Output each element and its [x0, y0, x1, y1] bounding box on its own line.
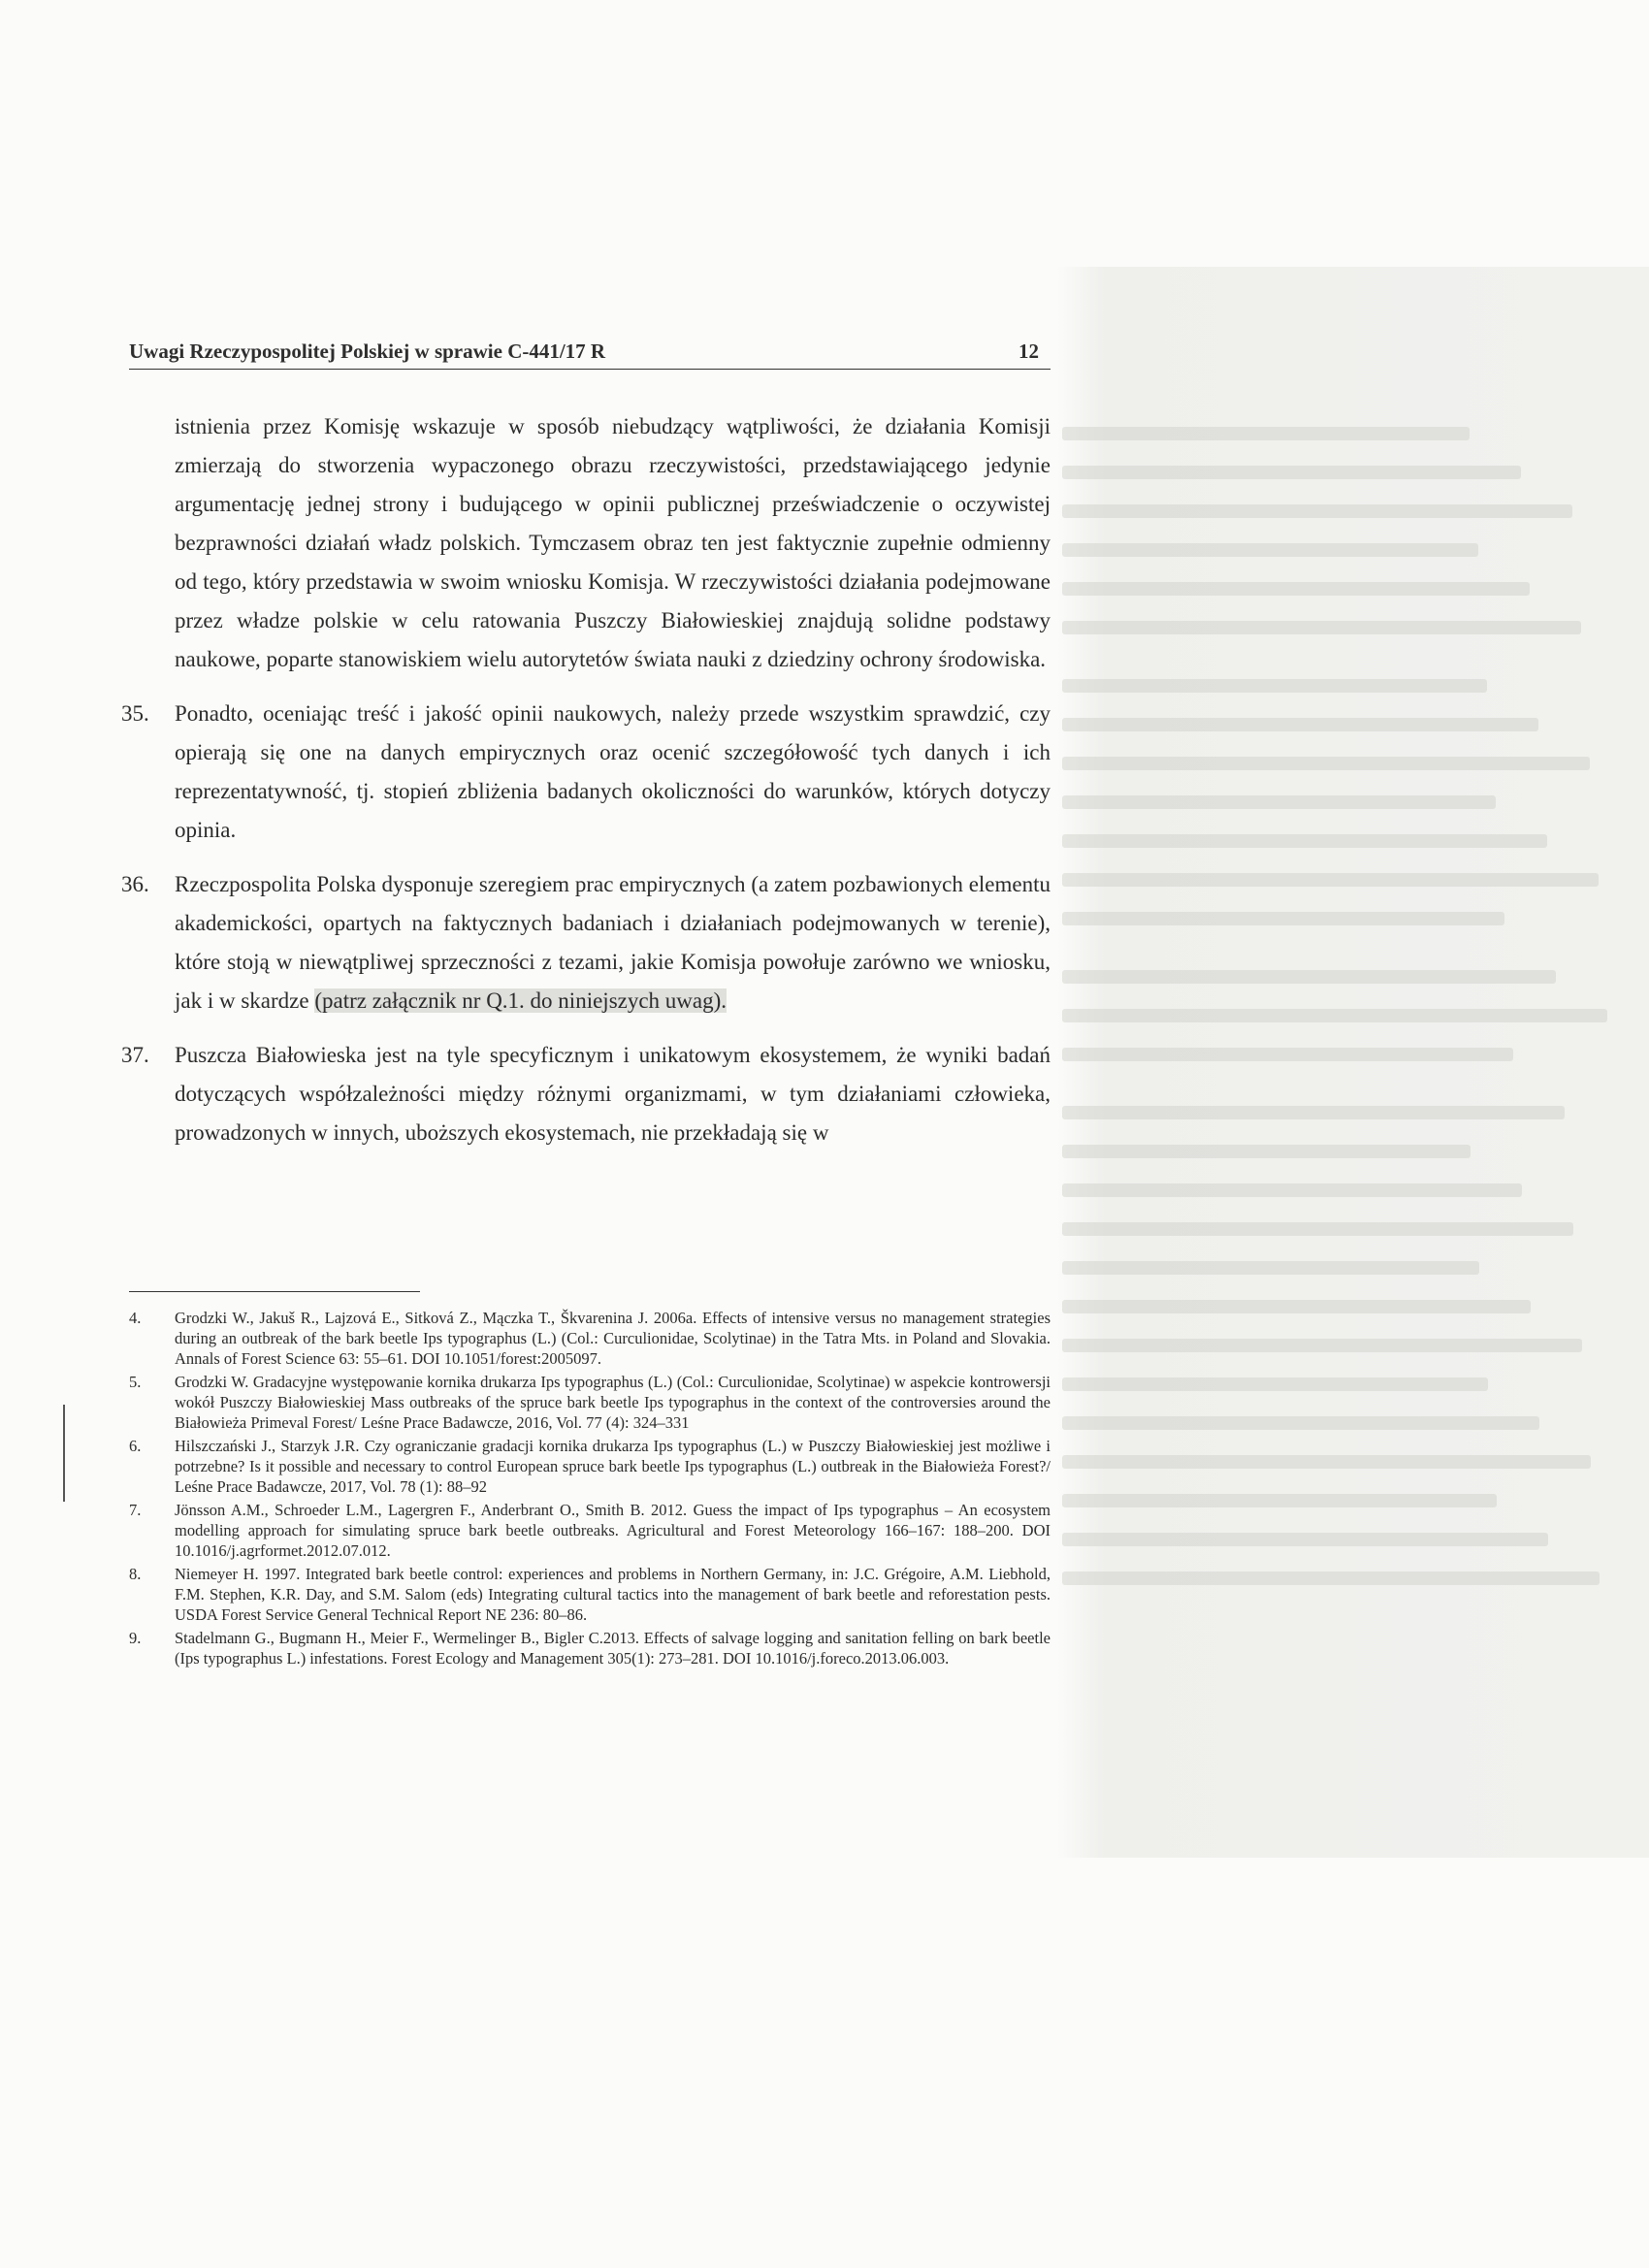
- ghost-text-line: [1062, 582, 1530, 596]
- footnote-text: Niemeyer H. 1997. Integrated bark beetle control: experiences and problems in Northern Germany, in: J.C. Grégoire, A.M. Liebhold, F.M. Stephen, K.R. Day, and S.M. Salom (eds) Integrating cultural tactics into the management of bark beetle and reforestation pests. USDA Forest Service General Technical Report NE 236: 80–86.: [175, 1565, 1051, 1624]
- footnote-6: [129, 1436, 1051, 1497]
- footnote-text: Grodzki W., Jakuš R., Lajzová E., Sitková Z., Mączka T., Škvarenina J. 2006a. Effects of intensive versus no management strategies during an outbreak of the bark beetle Ips typographus (L.) (Col.: Curculionidae, Scolytinae) in the Tatra Mts. in Poland and Slovakia. Annals of Forest Science 63: 55–61. DOI 10.1051/forest:2005097.: [175, 1309, 1051, 1368]
- footnote-text: Stadelmann G., Bugmann H., Meier F., Wermelinger B., Bigler C.2013. Effects of salvage logging and sanitation felling on bark beetle (Ips typographus L.) infestations. Forest Ecology and Management 305(1): 273–281. DOI 10.1016/j.foreco.2013.06.003.: [175, 1629, 1051, 1668]
- ghost-text-line: [1062, 795, 1496, 809]
- numbered-paragraph-36: [121, 865, 1051, 1021]
- main-text: [121, 407, 1051, 1152]
- annex-reference-highlight: (patrz załącznik nr Q.1. do niniejszych uwag).: [314, 988, 728, 1013]
- footnote-number: 5.: [129, 1373, 142, 1391]
- ghost-text-line: [1062, 466, 1521, 479]
- footnote-number: 8.: [129, 1565, 142, 1583]
- ghost-text-line: [1062, 873, 1599, 887]
- footnote-number: 7.: [129, 1501, 142, 1519]
- paragraph-text: Rzeczpospolita Polska dysponuje szeregiem prac empirycznych (a zatem pozbawionych elementu akademickości, opartych na faktycznych badaniach i działaniach podejmowanych w terenie), które stoją w niewątpliwej sprzeczności z tezami, jakie Komisja powołuje zarówno we wniosku, jak i w skardze: [175, 872, 1051, 1013]
- footnote-8: [129, 1564, 1051, 1625]
- footnote-5: [129, 1372, 1051, 1433]
- ghost-text-line: [1062, 1048, 1513, 1061]
- paragraph-number: 37.: [121, 1043, 149, 1067]
- paragraph-number: 36.: [121, 872, 149, 896]
- ghost-text-line: [1062, 1106, 1565, 1119]
- footnote-9: [129, 1628, 1051, 1669]
- numbered-paragraph-35: [121, 695, 1051, 850]
- ghost-text-line: [1062, 1533, 1548, 1546]
- footnote-text: Hilszczański J., Starzyk J.R. Czy ograniczanie gradacji kornika drukarza Ips typographus (L.) w Puszczy Białowieskiej jest możliwe i potrzebne? Is it possible and necessary to control European spruce bark beetle Ips typographus (L.) outbreak in the Białowieża Forest?/ Leśne Prace Badawcze, 2017, Vol. 78 (1): 88–92: [175, 1437, 1051, 1496]
- ghost-text-line: [1062, 834, 1547, 848]
- page-number: 12: [1018, 340, 1039, 363]
- ghost-text-line: [1062, 1145, 1471, 1158]
- ghost-text-line: [1062, 1300, 1531, 1313]
- intro-paragraph: istnienia przez Komisję wskazuje w sposób niebudzący wątpliwości, że działania Komisji zmierzają do stworzenia wypaczonego obrazu rzeczywistości, przedstawiającego jedynie argumentację jednej strony i budującego w opinii publicznej przeświadczenie o oczywistej bezprawności działań władz polskich. Tymczasem obraz ten jest faktycznie zupełnie odmienny od tego, który przedstawia w swoim wniosku Komisja. W rzeczywistości działania podejmowane przez władze polskie w celu ratowania Puszczy Białowieskiej znajdują solidne podstawy naukowe, poparte stanowiskiem wielu autorytetów świata nauki z dziedziny ochrony środowiska.: [175, 414, 1051, 671]
- footnote-7: [129, 1500, 1051, 1561]
- ghost-text-line: [1062, 718, 1538, 731]
- margin-mark: [63, 1405, 65, 1502]
- ghost-text-line: [1062, 504, 1572, 518]
- ghost-text-line: [1062, 427, 1470, 440]
- ghost-text-line: [1062, 1377, 1488, 1391]
- ghost-text-line: [1062, 1009, 1607, 1022]
- ghost-text-line: [1062, 679, 1487, 693]
- ghost-text-line: [1062, 757, 1590, 770]
- ghost-text-line: [1062, 1455, 1591, 1469]
- header-title: Uwagi Rzeczypospolitej Polskiej w sprawie C-441/17 R: [129, 340, 606, 363]
- ghost-text-line: [1062, 543, 1478, 557]
- ghost-text-line: [1062, 912, 1504, 925]
- paragraph-text: Ponadto, oceniając treść i jakość opinii naukowych, należy przede wszystkim sprawdzić, czy opierają się one na danych empirycznych oraz ocenić szczegółowość tych danych i ich reprezentatywność, tj. stopień zbliżenia badanych okoliczności do warunków, których dotyczy opinia.: [175, 701, 1051, 842]
- ghost-text-line: [1062, 1183, 1522, 1197]
- ghost-text-line: [1062, 970, 1556, 984]
- ghost-text-line: [1062, 1222, 1573, 1236]
- footnote-text: Jönsson A.M., Schroeder L.M., Lagergren F., Anderbrant O., Smith B. 2012. Guess the impact of Ips typographus – An ecosystem modelling approach for simulating spruce bark beetle outbreaks. Agricultural and Forest Meteorology 166–167: 188–200. DOI 10.1016/j.agrformet.2012.07.012.: [175, 1501, 1051, 1560]
- ghost-text-line: [1062, 1261, 1479, 1275]
- paragraph-text: Puszcza Białowieska jest na tyle specyficznym i unikatowym ekosystemem, że wyniki badań dotyczących współzależności między różnymi organizmami, w tym działaniami człowieka, prowadzonych w innych, uboższych ekosystemach, nie przekładają się w: [175, 1043, 1051, 1145]
- footnote-4: [129, 1308, 1051, 1369]
- footnote-number: 6.: [129, 1437, 142, 1455]
- footnotes: [129, 1308, 1051, 1671]
- ghost-text-line: [1062, 621, 1581, 634]
- running-header: [129, 340, 1051, 370]
- ghost-text-line: [1062, 1339, 1582, 1352]
- footnote-text: Grodzki W. Gradacyjne występowanie kornika drukarza Ips typographus (L.) (Col.: Curculionidae, Scolytinae) w aspekcie kontrowersji wokół Puszczy Białowieskiej Mass outbreaks of the spruce bark beetle Ips typographus in the context of the controversies around the Białowieża Primeval Forest/ Leśne Prace Badawcze, 2016, Vol. 77 (4): 324–331: [175, 1373, 1051, 1432]
- ghost-text-line: [1062, 1494, 1497, 1507]
- ghost-text-line: [1062, 1571, 1600, 1585]
- numbered-paragraph-37: [121, 1036, 1051, 1152]
- footnote-separator: [129, 1291, 420, 1292]
- ghost-text-line: [1062, 1416, 1539, 1430]
- footnote-number: 9.: [129, 1629, 142, 1647]
- paragraph-number: 35.: [121, 701, 149, 726]
- footnote-number: 4.: [129, 1309, 142, 1327]
